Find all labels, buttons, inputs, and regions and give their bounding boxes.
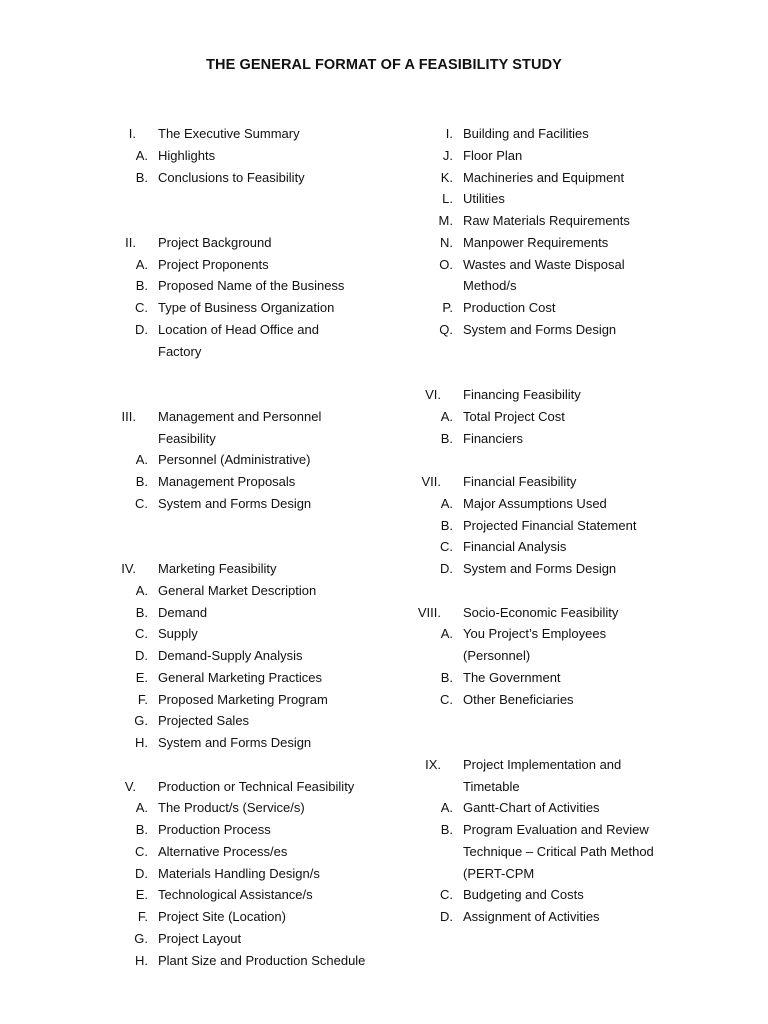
letter-marker: H. [135,735,148,750]
outline-text: Conclusions to Feasibility [158,169,305,185]
outline-text: Financial Analysis [463,539,567,555]
letter-marker: K. [440,169,453,185]
roman-numeral-marker: IX. [425,756,441,772]
outline-text: Financing Feasibility [463,387,581,402]
letter-marker: J. [442,147,453,163]
outline-text: Financial Feasibility [463,474,577,489]
outline-text: System and Forms Design [463,321,617,337]
roman-numeral-marker: II. [125,234,136,250]
letter-marker: A. [440,408,453,424]
outline-text: Project Site (Location) [158,909,286,924]
letter-marker: F. [137,691,148,707]
outline-text: System and Forms Design [463,561,617,576]
roman-numeral-marker: VII. [421,474,441,489]
outline-text: Projected Financial Statement [463,517,637,533]
letter-marker: B. [440,669,453,685]
outline-text: Supply [158,626,198,642]
outline-text: Socio-Economic Feasibility [463,604,619,620]
outline-text: Technique – Critical Path Method [463,843,654,859]
outline-text: Major Assumptions Used [463,495,607,511]
outline-text: Management Proposals [158,474,296,489]
outline-text: Project Layout [158,930,242,946]
letter-marker: N. [440,234,453,250]
outline-text: Raw Materials Requirements [463,213,630,228]
outline-text: The Executive Summary [158,126,300,141]
letter-marker: A. [440,800,453,816]
outline-text: Demand-Supply Analysis [158,648,303,663]
outline-text: Machineries and Equipment [463,169,625,185]
outline-text: Building and Facilities [463,126,589,141]
letter-marker: A. [135,147,148,163]
outline-text: Timetable [463,778,520,794]
letter-marker: L. [442,191,453,207]
outline-text: The Government [463,669,561,685]
outline-text: Program Evaluation and Review [463,822,649,837]
outline-text: Factory [158,343,202,359]
outline-text: Wastes and Waste Disposal [463,256,625,272]
outline-text: You Project’s Employees [463,626,607,642]
letter-marker: A. [135,452,148,468]
letter-marker: G. [134,930,148,946]
letter-marker: E. [135,887,148,903]
letter-marker: F. [137,909,148,924]
letter-marker: B. [440,822,453,837]
letter-marker: B. [135,278,148,294]
outline-text: Floor Plan [463,147,523,163]
document-title: THE GENERAL FORMAT OF A FEASIBILITY STUDY [206,57,562,73]
letter-marker: A. [135,800,148,816]
outline-text: Project Background [158,234,272,250]
letter-marker: P. [442,300,453,315]
outline-text: Materials Handling Design/s [158,865,320,881]
letter-marker: G. [134,713,148,729]
roman-numeral-marker: III. [121,408,136,424]
outline-text: Assignment of Activities [463,909,600,924]
outline-text: Total Project Cost [463,408,565,424]
outline-text: Proposed Name of the Business [158,278,345,294]
letter-marker: M. [438,213,453,228]
roman-numeral-marker: VIII. [417,604,441,620]
letter-marker: D. [135,865,148,881]
outline-text: Method/s [463,278,517,294]
roman-numeral-marker: IV. [121,561,136,576]
letter-marker: A. [135,582,148,598]
outline-text: Highlights [158,147,216,163]
outline-text: Projected Sales [158,713,250,729]
letter-marker: C. [440,691,453,707]
letter-marker: D. [440,909,453,924]
outline-text: Personnel (Administrative) [158,452,311,468]
letter-marker: B. [440,517,453,533]
letter-marker: B. [135,822,148,837]
outline-text: Financiers [463,430,523,446]
letter-marker: B. [135,604,148,620]
letter-marker: C. [440,887,453,903]
roman-numeral-marker: I. [128,126,136,141]
letter-marker: C. [135,626,148,642]
outline-text: Location of Head Office and [158,321,319,337]
letter-marker: Q. [439,321,453,337]
outline-text: Project Proponents [158,256,269,272]
letter-marker: D. [135,321,148,337]
outline-text: The Product/s (Service/s) [158,800,305,816]
letter-marker: D. [135,648,148,663]
roman-numeral-marker: VI. [425,387,441,402]
outline-text: Management and Personnel [158,408,322,424]
outline-text: Production Cost [463,300,556,315]
outline-text: General Marketing Practices [158,669,323,685]
outline-text: Technological Assistance/s [158,887,313,903]
outline-text: Gantt-Chart of Activities [463,800,600,816]
outline-text: General Market Description [158,582,317,598]
letter-marker: E. [135,669,148,685]
outline-text: Feasibility [158,430,216,446]
letter-marker: O. [439,256,453,272]
outline-text: Alternative Process/es [158,843,288,859]
outline-text: Proposed Marketing Program [158,691,328,707]
letter-marker: C. [135,843,148,859]
outline-text: Project Implementation and [463,756,622,772]
letter-marker: I. [445,126,453,141]
outline-text: Production Process [158,822,271,837]
outline-text: Demand [158,604,208,620]
outline-text: System and Forms Design [158,735,312,750]
letter-marker: D. [440,561,453,576]
letter-marker: A. [135,256,148,272]
letter-marker: C. [440,539,453,555]
outline-text: Utilities [463,191,505,207]
outline-text: System and Forms Design [158,495,312,511]
letter-marker: C. [135,495,148,511]
outline-text: (Personnel) [463,648,531,663]
outline-text: Other Beneficiaries [463,691,574,707]
letter-marker: B. [135,169,148,185]
outline-text: Production or Technical Feasibility [158,778,355,794]
outline-text: (PERT-CPM [463,865,535,881]
outline-text: Type of Business Organization [158,300,335,315]
letter-marker: H. [135,952,148,968]
letter-marker: B. [135,474,148,489]
roman-numeral-marker: V. [124,778,136,794]
letter-marker: A. [440,495,453,511]
letter-marker: B. [440,430,453,446]
letter-marker: C. [135,300,148,315]
outline-text: Plant Size and Production Schedule [158,952,366,968]
letter-marker: A. [440,626,453,642]
outline-text: Manpower Requirements [463,234,609,250]
outline-text: Budgeting and Costs [463,887,584,903]
outline-text: Marketing Feasibility [158,561,277,576]
